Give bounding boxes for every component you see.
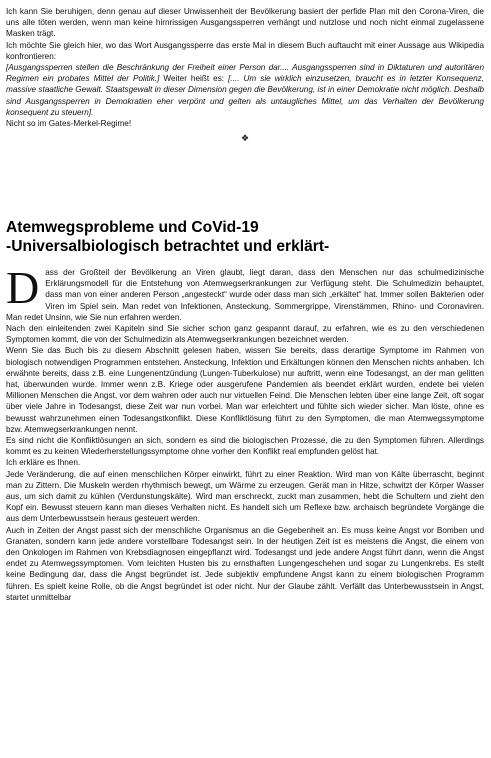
quote-connector: Weiter heißt es: (159, 74, 229, 84)
chapter-heading (6, 218, 484, 256)
body-paragraph-6: Jede Veränderung, die auf einen menschlichen Körper einwirkt, führt zu einer Reaktion. Wird man von Kälte überrascht, beginnt man zu Zittern. Die Muskeln werden rhythmisch bewegt, um Wärme zu erzeugen. Gerät man in Hitze, schwitzt der Körper Wasser aus, um sich damit zu kühlen (Verdunstungskälte). Wird man erschreckt, zuckt man zusammen, hebt die Schultern und zieht den Kopf ein. Bewusst steuern kann man dieses Verhalten nicht. Es handelt sich um Reflexe bzw. archaisch begründete Vorgänge die aus dem Unterbewusstsein heraus gesteuert werden. (6, 469, 484, 524)
chapter-body (6, 262, 484, 603)
chapter-title: Atemwegsprobleme und CoVid-19 (6, 219, 259, 236)
intro-paragraph-1: Ich kann Sie beruhigen, denn genau auf dieser Unwissenheit der Bevölkerung basiert der perfide Plan mit den Corona-Viren, die uns alle töten werden, wenn man keine hirnrissigen Ausgangssperren verhängt und nutzlose und noch nicht einmal zugelassene Masken trägt. (6, 7, 484, 39)
quote-part-a: [Ausgangssperren stellen die Beschränkung der Freiheit einer Person dar.... Ausgangssperren sind in Diktaturen und autoritären Regimen ein probates Mittel der Politik.] (6, 63, 484, 84)
intro-paragraph-2: Ich möchte Sie gleich hier, wo das Wort Ausgangssperre das erste Mal in diesem Buch auftaucht mit einer Aussage aus Wikipedia konfrontieren: (6, 40, 484, 61)
body-paragraph-7: Auch in Zeiten der Angst passt sich der menschliche Organismus an die Gegebenheit an. Es muss keine Angst vor Bomben und Granaten, sondern kann jede andere vorstellbare Todesangst sein. In der heutigen Zeit ist es meistens die Angst, die einem von den Onkologen im Rahmen von Krebsdiagnosen eingepflanzt wird. Todesangst und jede andere Angst führt dann, wenn die Angst endet zu Atemwegssymptomen. Vom leichten Husten bis zu ernsthaften Lungengeschehen und sogar zu Lungenkrebs. Es stellt keine Bedingung dar, dass die Angst begründet ist. Jede subjektiv empfundene Angst kann zu einem biologischen Programm führen. Es spielt keine Rolle, ob die Angst begründet ist oder nicht. Nur der Glaube zählt. Verfällt das Unterbewusstsein in Angst, startet unmittelbar (6, 525, 484, 602)
body-paragraph-1 (6, 262, 484, 323)
body-paragraph-4: Es sind nicht die Konfliktlösungen an sich, sondern es sind die biologischen Prozesse, die zu den Symptomen führen. Allerdings kommt es zu keinen Wiederherstellungssymptome ohne vorher den Konflikt real empfunden gelöst hat. (6, 436, 484, 457)
body-paragraph-5: Ich erkläre es Ihnen. (6, 458, 81, 468)
section-ornament: ❖ (240, 133, 250, 144)
body-paragraph-3: Wenn Sie das Buch bis zu diesem Abschnitt gelesen haben, wissen Sie bereits, dass derartige Symptome im Rahmen von biologisch notwendigen Programmen entstehen. Ansteckung, Infektion und Erkältungen können den Menschen nichts anhaben. Ich erwähnte bereits, dass z.B. eine Lungenentzündung (Lungen-Tuberkulose) nur auftritt, wenn eine Todesangst, an der man gelitten hat, überwunden wurde. Immer wenn z.B. Kriege oder ausgerufene Pandemien als beendet erklärt wurden, endete bei vielen Millionen Menschen die Angst, vor dem wahren oder auch nur virtuellen Feind. Die Menschen lebten über eine lange Zeit, oft sogar über viele Jahre in Todesangst, diese Zeit war nun vorbei. Man war erleichtert und fühlte sich wieder sicher. Man löste, ohne es bewusst wahrzunehmen einen Todesangstkonflikt. Diese Konfliktlösung führt zu den Symptomen, die man Atemwegssymptome bzw. Atemwegserkrankungen nennt. (6, 346, 484, 434)
intro-paragraph-closing: Nicht so im Gates-Merkel-Regime! (6, 119, 132, 129)
intro-section (6, 6, 484, 144)
body-paragraph-1-text: ass der Großteil der Bevölkerung an Viren glaubt, liegt daran, dass den Menschen nur das schulmedizinische Erklärungsmodell für die Entstehung von Atemwegserkrankungen zur Verfügung steht. Die Schulmedizin behauptet, dass man von einer anderen Person „angesteckt“ wurde oder dass man sich „erkältet“ hat. Immer sollen Bakterien oder Viren im Spiel sein. Man redet von Infektionen, Ansteckung, Sommergrippe, Virenstämmen, Rhino- und Coronaviren. Man redet Unsinn, wie Sie nun erfahren werden. (6, 268, 484, 322)
body-paragraph-2: Nach den einleitenden zwei Kapiteln sind Sie sicher schon ganz gespannt darauf, zu erfahren, wie es zu den verschiedenen Symptomen kommt, die von der Schulmedizin als Atemwegserkrankungen bezeichnet werden. (6, 324, 484, 345)
drop-cap-letter: D (6, 262, 40, 313)
chapter-subtitle: -Universalbiologisch betrachtet und erklärt- (6, 238, 330, 255)
wikipedia-quote-paragraph (6, 62, 484, 118)
quote-part-b: [.... Um sie wirklich einzusetzen, braucht es in letzter Konsequenz, massive staatliche Gewalt. Staatsgewalt in dieser Dimension gegen die Bevölkerung, ist in einer Demokratie nicht möglich. Deshalb sind Ausgangssperren in Demokratien eher verpönt und gelten als untaugliches Mittel, um das Verhalten der Bevölkerung konsequent zu steuern]. (6, 74, 485, 117)
